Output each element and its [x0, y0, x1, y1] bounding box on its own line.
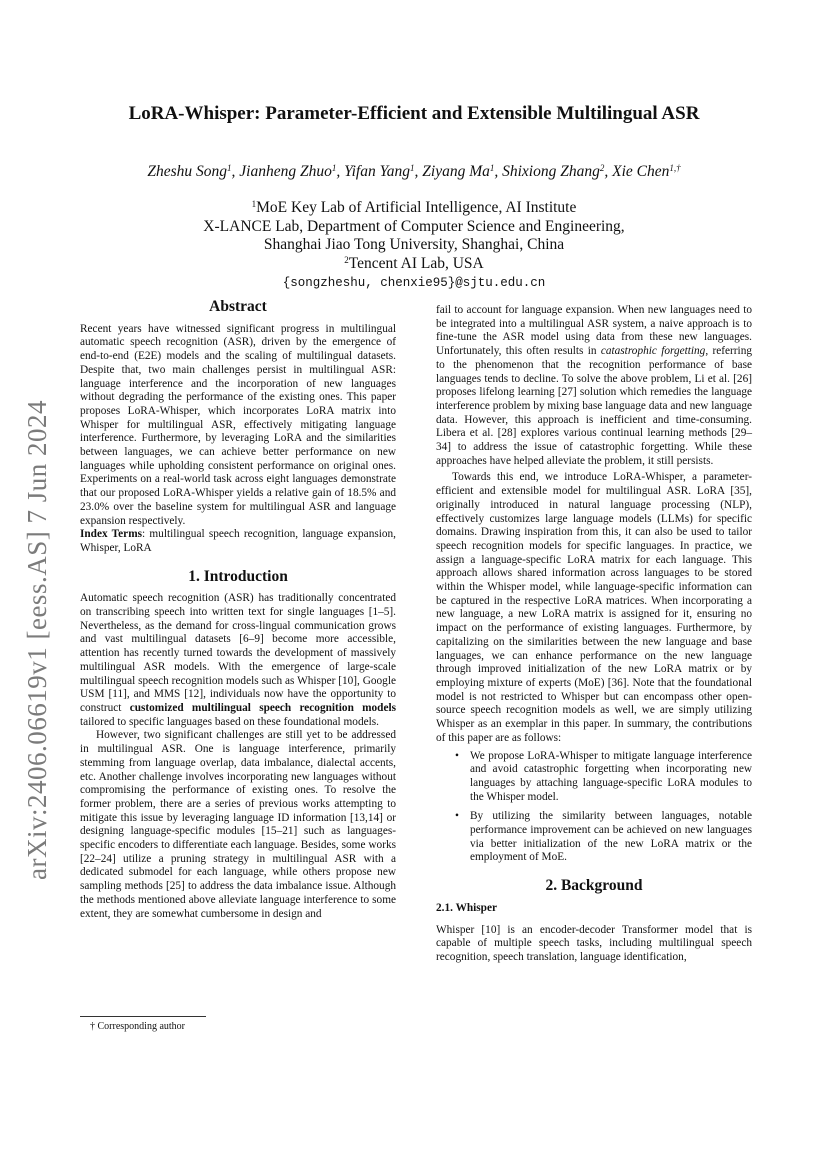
- footnote-divider: [80, 1016, 206, 1017]
- right-column: [436, 304, 752, 965]
- affiliation-line-2: X-LANCE Lab, Department of Computer Science and Engineering,: [203, 217, 625, 235]
- affiliations: [0, 199, 828, 273]
- whisper-subheading: 2.1. Whisper: [436, 901, 497, 914]
- intro-heading: 1. Introduction: [188, 567, 288, 585]
- background-heading: 2. Background: [545, 877, 643, 895]
- paper-title: LoRA-Whisper: Parameter-Efficient and Extensible Multilingual ASR: [128, 103, 700, 124]
- arxiv-identifier: arXiv:2406.06619v1 [eess.AS] 7 Jun 2024: [22, 400, 52, 880]
- contribution-item: • By utilizing the similarity between languages, notable performance improvement can be achieved on new languages via better initialization of the new LoRA matrix or the employment of MoE.: [470, 810, 752, 865]
- intro-paragraph-3: fail to account for language expansion. When new languages need to be integrated into a multilingual ASR system, a naive approach is to fine-tune the ASR model using data from these new languages. Unfortunately, this often results in catastrophic forgetting, referring to the phenomenon that the recognition performance of base languages tends to decline. To solve the above problem, Li et al. [26] proposes lifelong learning [27] solution which remedies the language interference problem by mixing base language data and new language data. However, this approach is inefficient and time-consuming. Libera et al. [28] explores various continual learning methods [29–34] to address the issue of catastrophic forgetting. While these approaches have helped alleviate the problem, it still persists.: [436, 304, 752, 467]
- abstract-text: Recent years have witnessed significant progress in multilingual automatic speech recognition (ASR), driven by the emergence of end-to-end (E2E) models and the scaling of multilingual datasets. Despite that, two main challenges persist in multilingual ASR: language interference and the incorporation of new languages without degrading the performance of the existing ones. This paper proposes LoRA-Whisper, which incorporates LoRA matrix into Whisper for multilingual ASR, effectively mitigating language interference. Furthermore, by leveraging LoRA and the similarities between languages, we can achieve better performance on new languages while upholding consistent performance on original ones. Experiments on a real-world task across eight languages demonstrate that our proposed LoRA-Whisper yields a relative gain of 18.5% and 23.0% over the baseline system for multilingual ASR and language expansion respectively.: [80, 322, 396, 527]
- intro-paragraph-1: Automatic speech recognition (ASR) has traditionally concentrated on transcribing speech into written text for single languages [1–5]. Nevertheless, as the demand for cross-lingual communication grows and vast multilingual datasets [6–9] become more accessible, attention has recently turned towards the development of massively multilingual ASR models. With the emergence of large-scale multilingual speech recognition models such as Whisper [10], Google USM [11], and MMS [12], individuals now have the opportunity to construct customized multilingual speech recognition models tailored to specific languages based on these foundational models.: [80, 592, 397, 728]
- author-5: Shixiong Zhang$^2$,: [502, 163, 613, 180]
- contribution-list: [436, 750, 752, 866]
- abstract-heading: Abstract: [209, 298, 267, 315]
- author-3: Yifan Yang$^1$,: [344, 163, 423, 180]
- author-1: Zheshu Song$^1$,: [147, 163, 240, 180]
- author-list: [0, 163, 828, 181]
- index-terms: Index Terms: multilingual speech recognition, language expansion, Whisper, LoRA: [80, 528, 396, 554]
- affiliation-line-4: $^2$Tencent AI Lab, USA: [344, 254, 484, 272]
- intro-paragraph-2: However, two significant challenges are still yet to be addressed in multilingual ASR. One is language interference, primarily stemming from language overlap, data imbalance, dialectal accents, etc. Another challenge involves incorporating new languages without compromising the performance of existing ones. To resolve the former problem, there are a series of previous works attempting to mitigate this issue by leveraging language ID information [13,14] or designing language-specific modules [15–21] such as languages-specific encoders to differentiate each language. Besides, some works [22–24] utilize a pruning strategy in multilingual ASR with a dedicated submodel for each language, while others propose new sampling methods [25] to address the data imbalance issue. Although the methods mentioned above alleviate language interference to some extent, they are somewhat cumbersome in design and: [80, 729, 396, 920]
- affiliation-line-1: $^1$MoE Key Lab of Artificial Intelligence, AI Institute: [251, 199, 577, 216]
- contact-email: {songzheshu, chenxie95}@sjtu.edu.cn: [282, 276, 546, 290]
- author-6: Xie Chen$^{1,\dagger}$: [612, 163, 681, 180]
- intro-paragraph-4: Towards this end, we introduce LoRA-Whisper, a parameter-efficient and extensible model for multilingual ASR. LoRA [35], originally introduced in natural language processing (NLP), effectively customizes large language models (LLMs) for specific domains. Drawing inspiration from this, it can also be used to tailor speech recognition models for specific languages. In practice, we assign a language-specific LoRA matrix for each language. This approach allows shared information across languages to be stored within the Whisper model, while language-specific information can be captured in the respective LoRA matrices. When incorporating a new language, a new LoRA matrix is assigned for it, ensuring no impact on the performance of existing languages. Furthermore, by capitalizing on the similarities between the new language and base languages, we can enhance performance on the new language through improved initialization of the new LoRA matrix or by employing mixture of experts (MoE) [36]. Note that the foundational model is not restricted to Whisper but can encompass other open-source speech recognition models as well, we are simply utilizing Whisper as an exemplar in this paper. In summary, the contributions of this paper are as follows:: [436, 471, 752, 744]
- author-2: Jianheng Zhuo$^1$,: [239, 163, 345, 180]
- author-4: Ziyang Ma$^1$,: [422, 163, 503, 180]
- background-paragraph-1: Whisper [10] is an encoder-decoder Transformer model that is capable of multiple speech tasks, including multilingual speech recognition, speech translation, language identification,: [436, 923, 752, 963]
- footnote: † Corresponding author: [90, 1021, 185, 1032]
- contribution-item: • We propose LoRA-Whisper to mitigate language interference and avoid catastrophic forgetting when incorporating new languages by attaching language-specific LoRA modules to the Whisper model.: [470, 750, 752, 805]
- affiliation-line-3: Shanghai Jiao Tong University, Shanghai, China: [263, 236, 565, 254]
- left-column: [80, 300, 396, 921]
